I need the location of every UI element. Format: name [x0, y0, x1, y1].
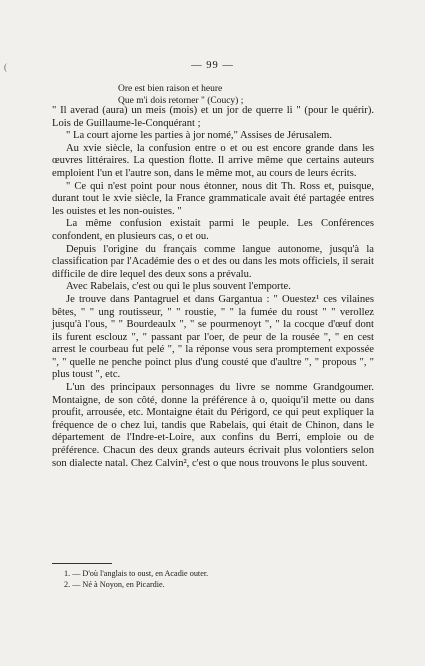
paragraph: Depuis l'origine du français comme langue autonome, jusqu'à la classification par l'Académie des o et des ou dans les mots officiels, il serait difficile de dire lequel des deux sons a prévalu.: [52, 243, 374, 280]
footnotes: [64, 568, 364, 590]
paragraph: " La court ajorne les parties à jor nomé," Assises de Jérusalem.: [66, 130, 333, 142]
paragraph: Au xvie siècle, la confusion entre o et ou est encore grande dans les œuvres littéraires. La question flotte. Il arrive même que certains auteurs emploient l'un et l'autre son, dans le même mot, au cours de leurs écrits.: [52, 142, 374, 179]
footnote-divider: [52, 563, 112, 564]
paragraph: La même confusion existait parmi le peuple. Les Conférences confondent, en plusieurs cas, o et ou.: [52, 218, 374, 242]
body-text: [52, 105, 374, 470]
footnote: 2. — Né à Noyon, en Picardie.: [64, 580, 165, 589]
verse-quote: [118, 83, 243, 107]
verse-line: Que m'i dois retorner " (Coucy) ;: [118, 96, 244, 106]
footnote: 1. — D'où l'anglais to oust, en Acadie outer.: [64, 569, 209, 578]
verse-line: Ore est bien raison et heure: [118, 84, 223, 94]
paragraph: " Il averad (aura) un meis (mois) et un jor de querre li " (pour le quérir). Lois de Guillaume-le-Conquérant ;: [52, 105, 374, 129]
margin-mark: (: [4, 62, 7, 72]
paragraph: Avec Rabelais, c'est ou qui le plus souvent l'emporte.: [66, 281, 291, 293]
page-number: — 99 —: [191, 60, 234, 71]
paragraph: Je trouve dans Pantagruel et dans Gargantua : " Ouestez¹ ces vilaines bêtes, " " ung routisseur, " " roustie, " " la fumée du roust " " verollez jusqu'à l'ous, " " Bourdeaulx ", " se pourmenoyt ", " la cocque d'œuf dont ils furent esclouz ", " passant par l'oer, de peur de la rousée ", " en cest arrest le courbeau fut pelé ", " la réponse vous sera promptement expossée ", " quelle ne penche poinct plus d'ung cousté que d'aultre ", " propous ", " plus toust ", etc.: [52, 293, 374, 381]
paragraph: L'un des principaux personnages du livre se nomme Grandgoumer. Montaigne, de son côté, donne la préférence à o, quoiqu'il mette ou dans proufit, arrousée, etc. Montaigne était du Périgord, ce qui peut expliquer la fréquence de o chez lui, tandis que Rabelais, qui était de Chinon, dans le département de l'Indre-et-Loire, aux confins du Berri, emploie ou de préférence. Chacun des deux grands auteurs écrivait plus volontiers selon son dialecte natal. Chez Calvin², c'est o que nous trouvons le plus souvent.: [52, 382, 374, 469]
paragraph: " Ce qui n'est point pour nous étonner, nous dit Th. Ross et, puisque, durant tout le xvie siècle, la France grammaticale avait été partagée entres les ouistes et les non-ouistes. ": [52, 180, 374, 217]
